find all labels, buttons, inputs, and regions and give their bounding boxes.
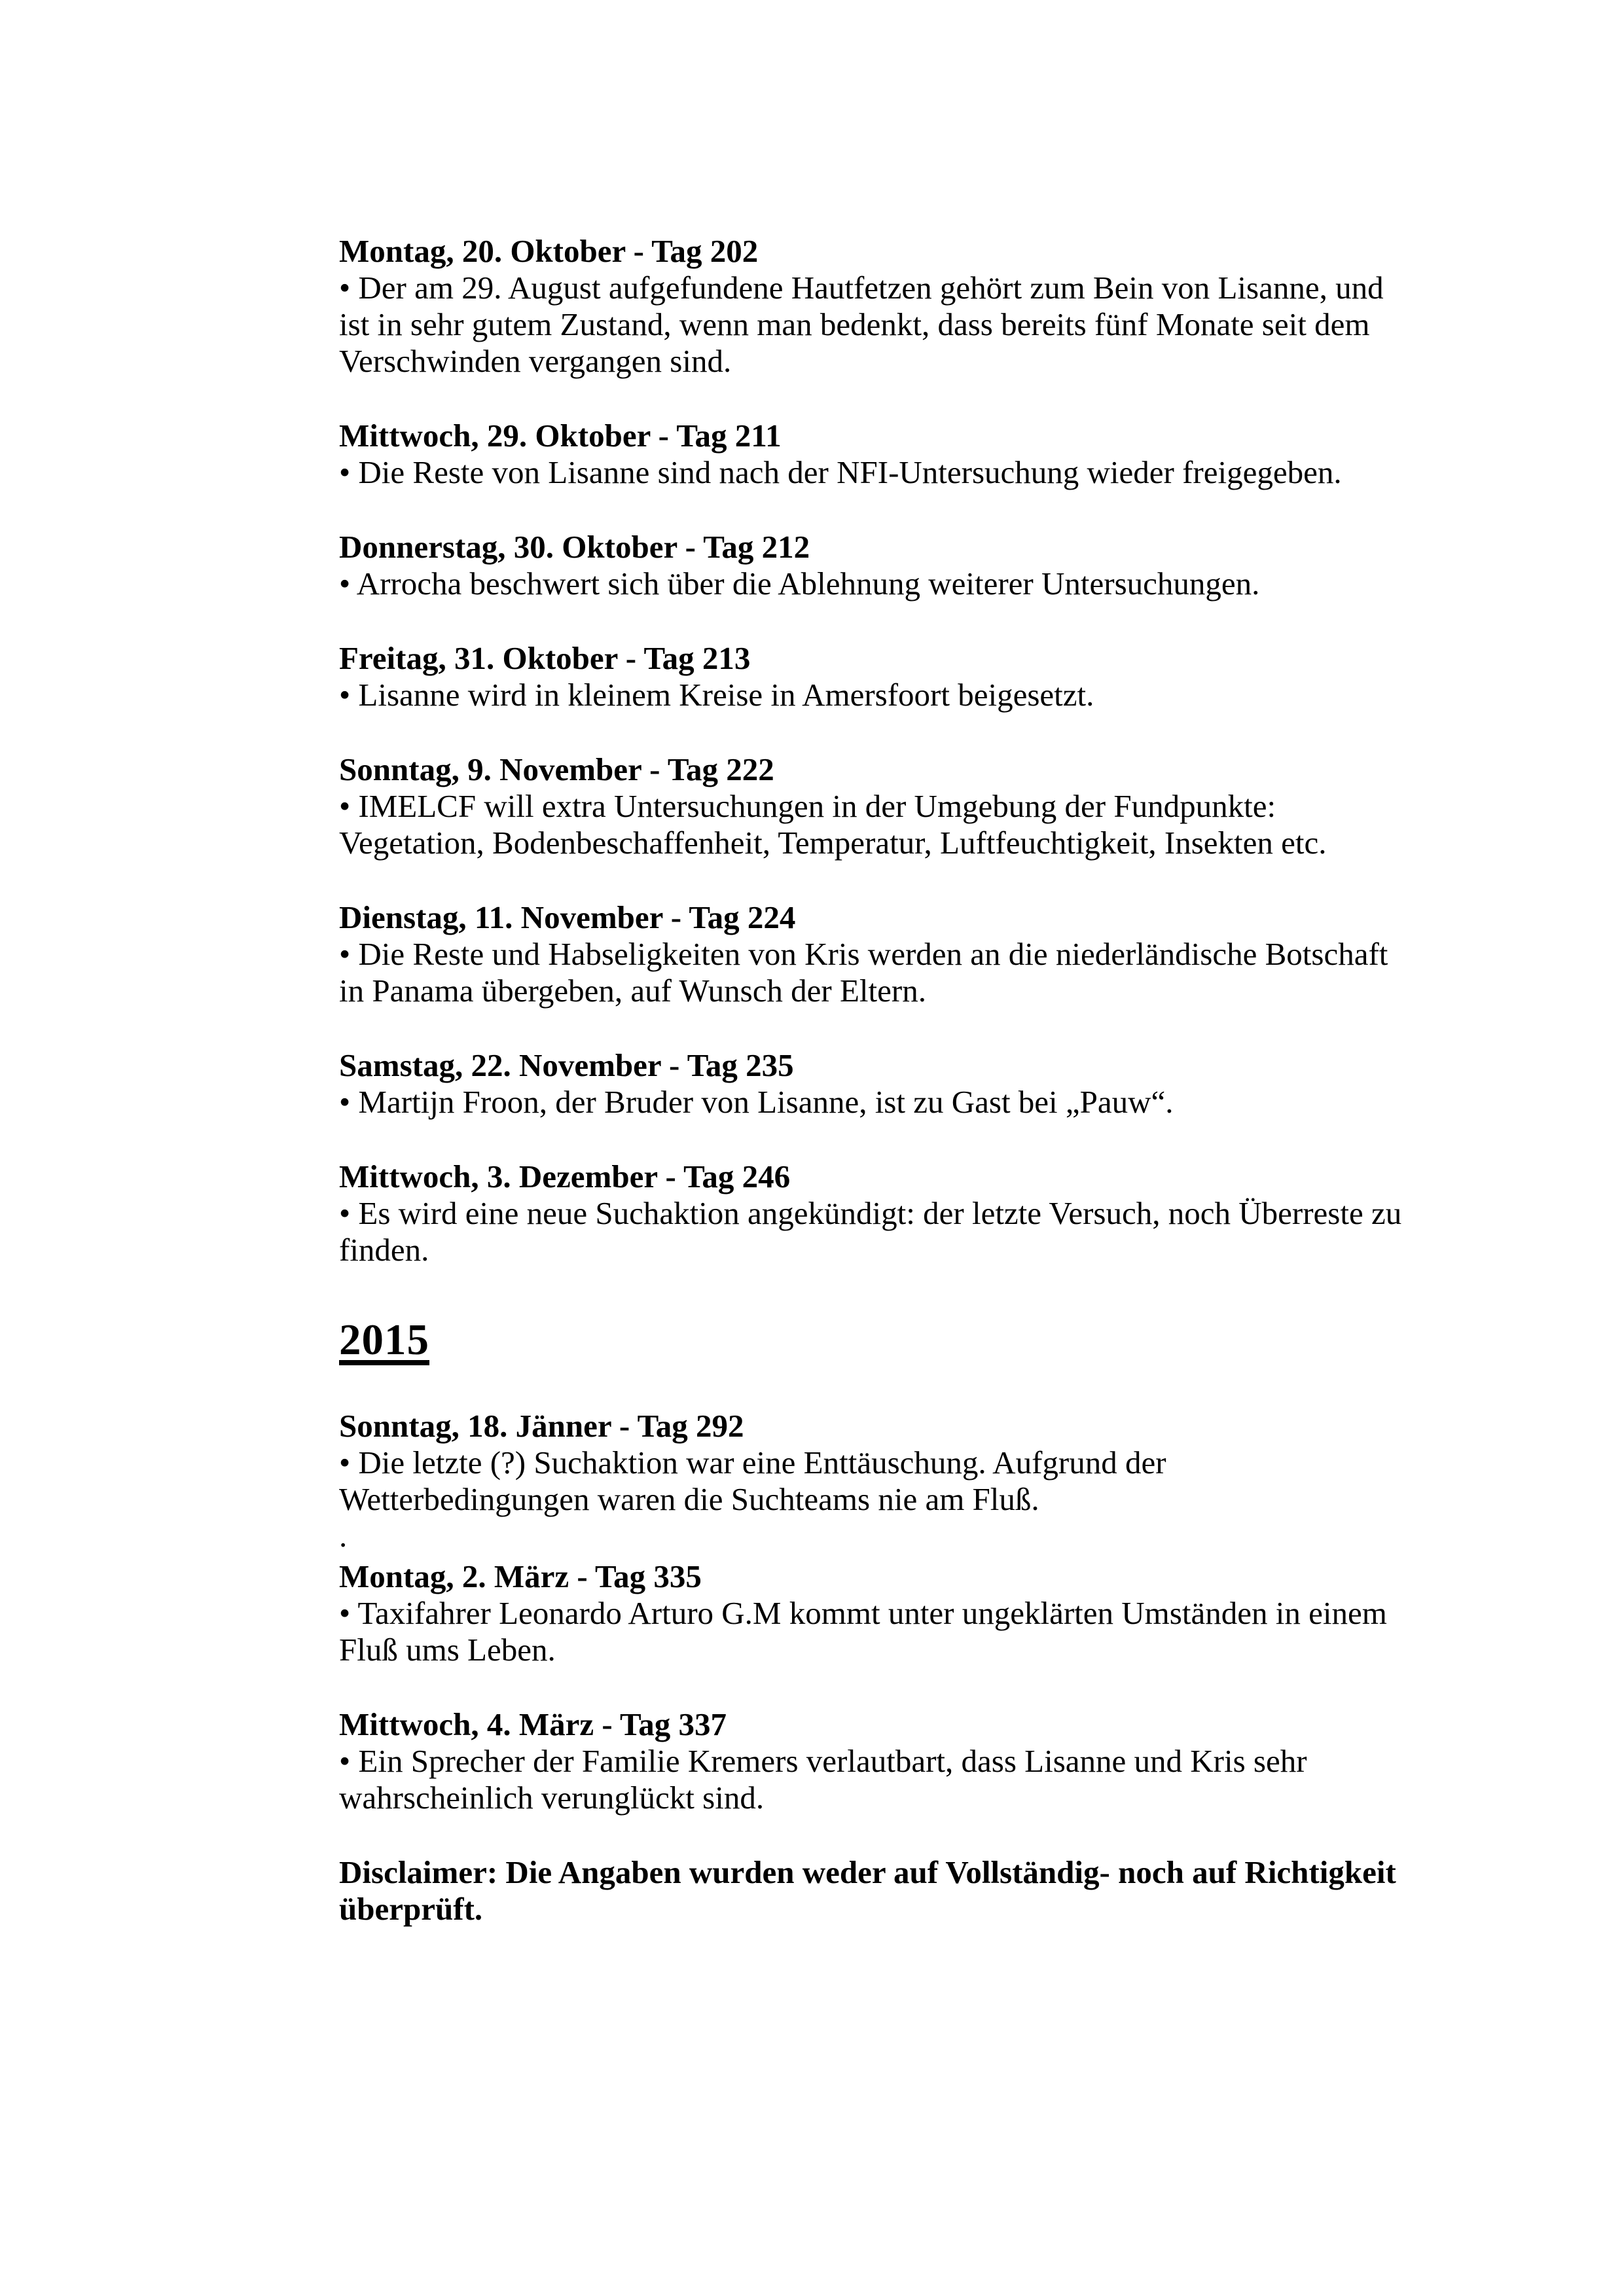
entry-line: Fluß ums Leben. <box>339 1632 556 1668</box>
document-content <box>339 233 1426 1965</box>
entry-line: • Es wird eine neue Suchaktion angekündigt: der letzte Versuch, noch Überreste zu <box>339 1195 1402 1231</box>
entry-heading: Montag, 20. Oktober - Tag 202 <box>339 233 759 269</box>
diary-entry-tag-235 <box>339 1047 1426 1121</box>
entry-line: • Die letzte (?) Suchaktion war eine Enttäuschung. Aufgrund der <box>339 1444 1166 1480</box>
entry-line: • Arrocha beschwert sich über die Ablehnung weiterer Untersuchungen. <box>339 565 1260 601</box>
entry-heading: Dienstag, 11. November - Tag 224 <box>339 899 796 935</box>
stray-dot-line: . <box>339 1518 348 1554</box>
disclaimer-line: Disclaimer: Die Angaben wurden weder auf Vollständig- noch auf Richtigkeit <box>339 1854 1396 1890</box>
entry-heading: Sonntag, 9. November - Tag 222 <box>339 751 774 787</box>
entry-line: • Der am 29. August aufgefundene Hautfetzen gehört zum Bein von Lisanne, und <box>339 270 1384 306</box>
diary-entry-tag-212 <box>339 529 1426 602</box>
entry-line: • Ein Sprecher der Familie Kremers verlautbart, dass Lisanne und Kris sehr <box>339 1743 1307 1779</box>
disclaimer-line: überprüft. <box>339 1891 483 1927</box>
entry-line: • Taxifahrer Leonardo Arturo G.M kommt unter ungeklärten Umständen in einem <box>339 1595 1387 1631</box>
diary-entry-tag-211 <box>339 418 1426 491</box>
entry-line: Wetterbedingungen waren die Suchteams nie am Fluß. <box>339 1481 1039 1517</box>
entry-heading: Mittwoch, 29. Oktober - Tag 211 <box>339 418 782 454</box>
diary-entry-tag-222 <box>339 751 1426 861</box>
entry-heading: Mittwoch, 3. Dezember - Tag 246 <box>339 1158 791 1194</box>
entry-line: wahrscheinlich verunglückt sind. <box>339 1780 765 1816</box>
entry-line: • Die Reste von Lisanne sind nach der NFI-Untersuchung wieder freigegeben. <box>339 454 1342 490</box>
entry-line: • IMELCF will extra Untersuchungen in der Umgebung der Fundpunkte: <box>339 788 1276 824</box>
entry-heading: Mittwoch, 4. März - Tag 337 <box>339 1706 727 1742</box>
entry-line: Verschwinden vergangen sind. <box>339 343 732 379</box>
entry-heading: Sonntag, 18. Jänner - Tag 292 <box>339 1408 744 1444</box>
diary-entry-tag-292 <box>339 1408 1426 1518</box>
diary-entry-tag-213 <box>339 640 1426 713</box>
entry-line: Vegetation, Bodenbeschaffenheit, Temperatur, Luftfeuchtigkeit, Insekten etc. <box>339 825 1327 861</box>
year-heading-2015: 2015 <box>339 1316 429 1364</box>
entry-line: ist in sehr gutem Zustand, wenn man bedenkt, dass bereits fünf Monate seit dem <box>339 306 1370 342</box>
entry-line: • Die Reste und Habseligkeiten von Kris werden an die niederländische Botschaft <box>339 936 1388 972</box>
entry-heading: Donnerstag, 30. Oktober - Tag 212 <box>339 529 810 565</box>
diary-entry-tag-335 <box>339 1558 1426 1668</box>
entry-line: • Lisanne wird in kleinem Kreise in Amersfoort beigesetzt. <box>339 677 1094 713</box>
entry-heading: Montag, 2. März - Tag 335 <box>339 1558 702 1594</box>
entry-line: in Panama übergeben, auf Wunsch der Eltern. <box>339 973 926 1009</box>
entry-heading: Samstag, 22. November - Tag 235 <box>339 1047 794 1083</box>
diary-entry-tag-224 <box>339 899 1426 1009</box>
diary-entry-tag-246 <box>339 1158 1426 1268</box>
entry-heading: Freitag, 31. Oktober - Tag 213 <box>339 640 751 676</box>
disclaimer-paragraph <box>339 1854 1426 1928</box>
entry-line: • Martijn Froon, der Bruder von Lisanne, ist zu Gast bei „Pauw“. <box>339 1084 1174 1120</box>
diary-entry-tag-337 <box>339 1706 1426 1816</box>
entry-line: finden. <box>339 1232 429 1268</box>
diary-entry-tag-202 <box>339 233 1426 380</box>
